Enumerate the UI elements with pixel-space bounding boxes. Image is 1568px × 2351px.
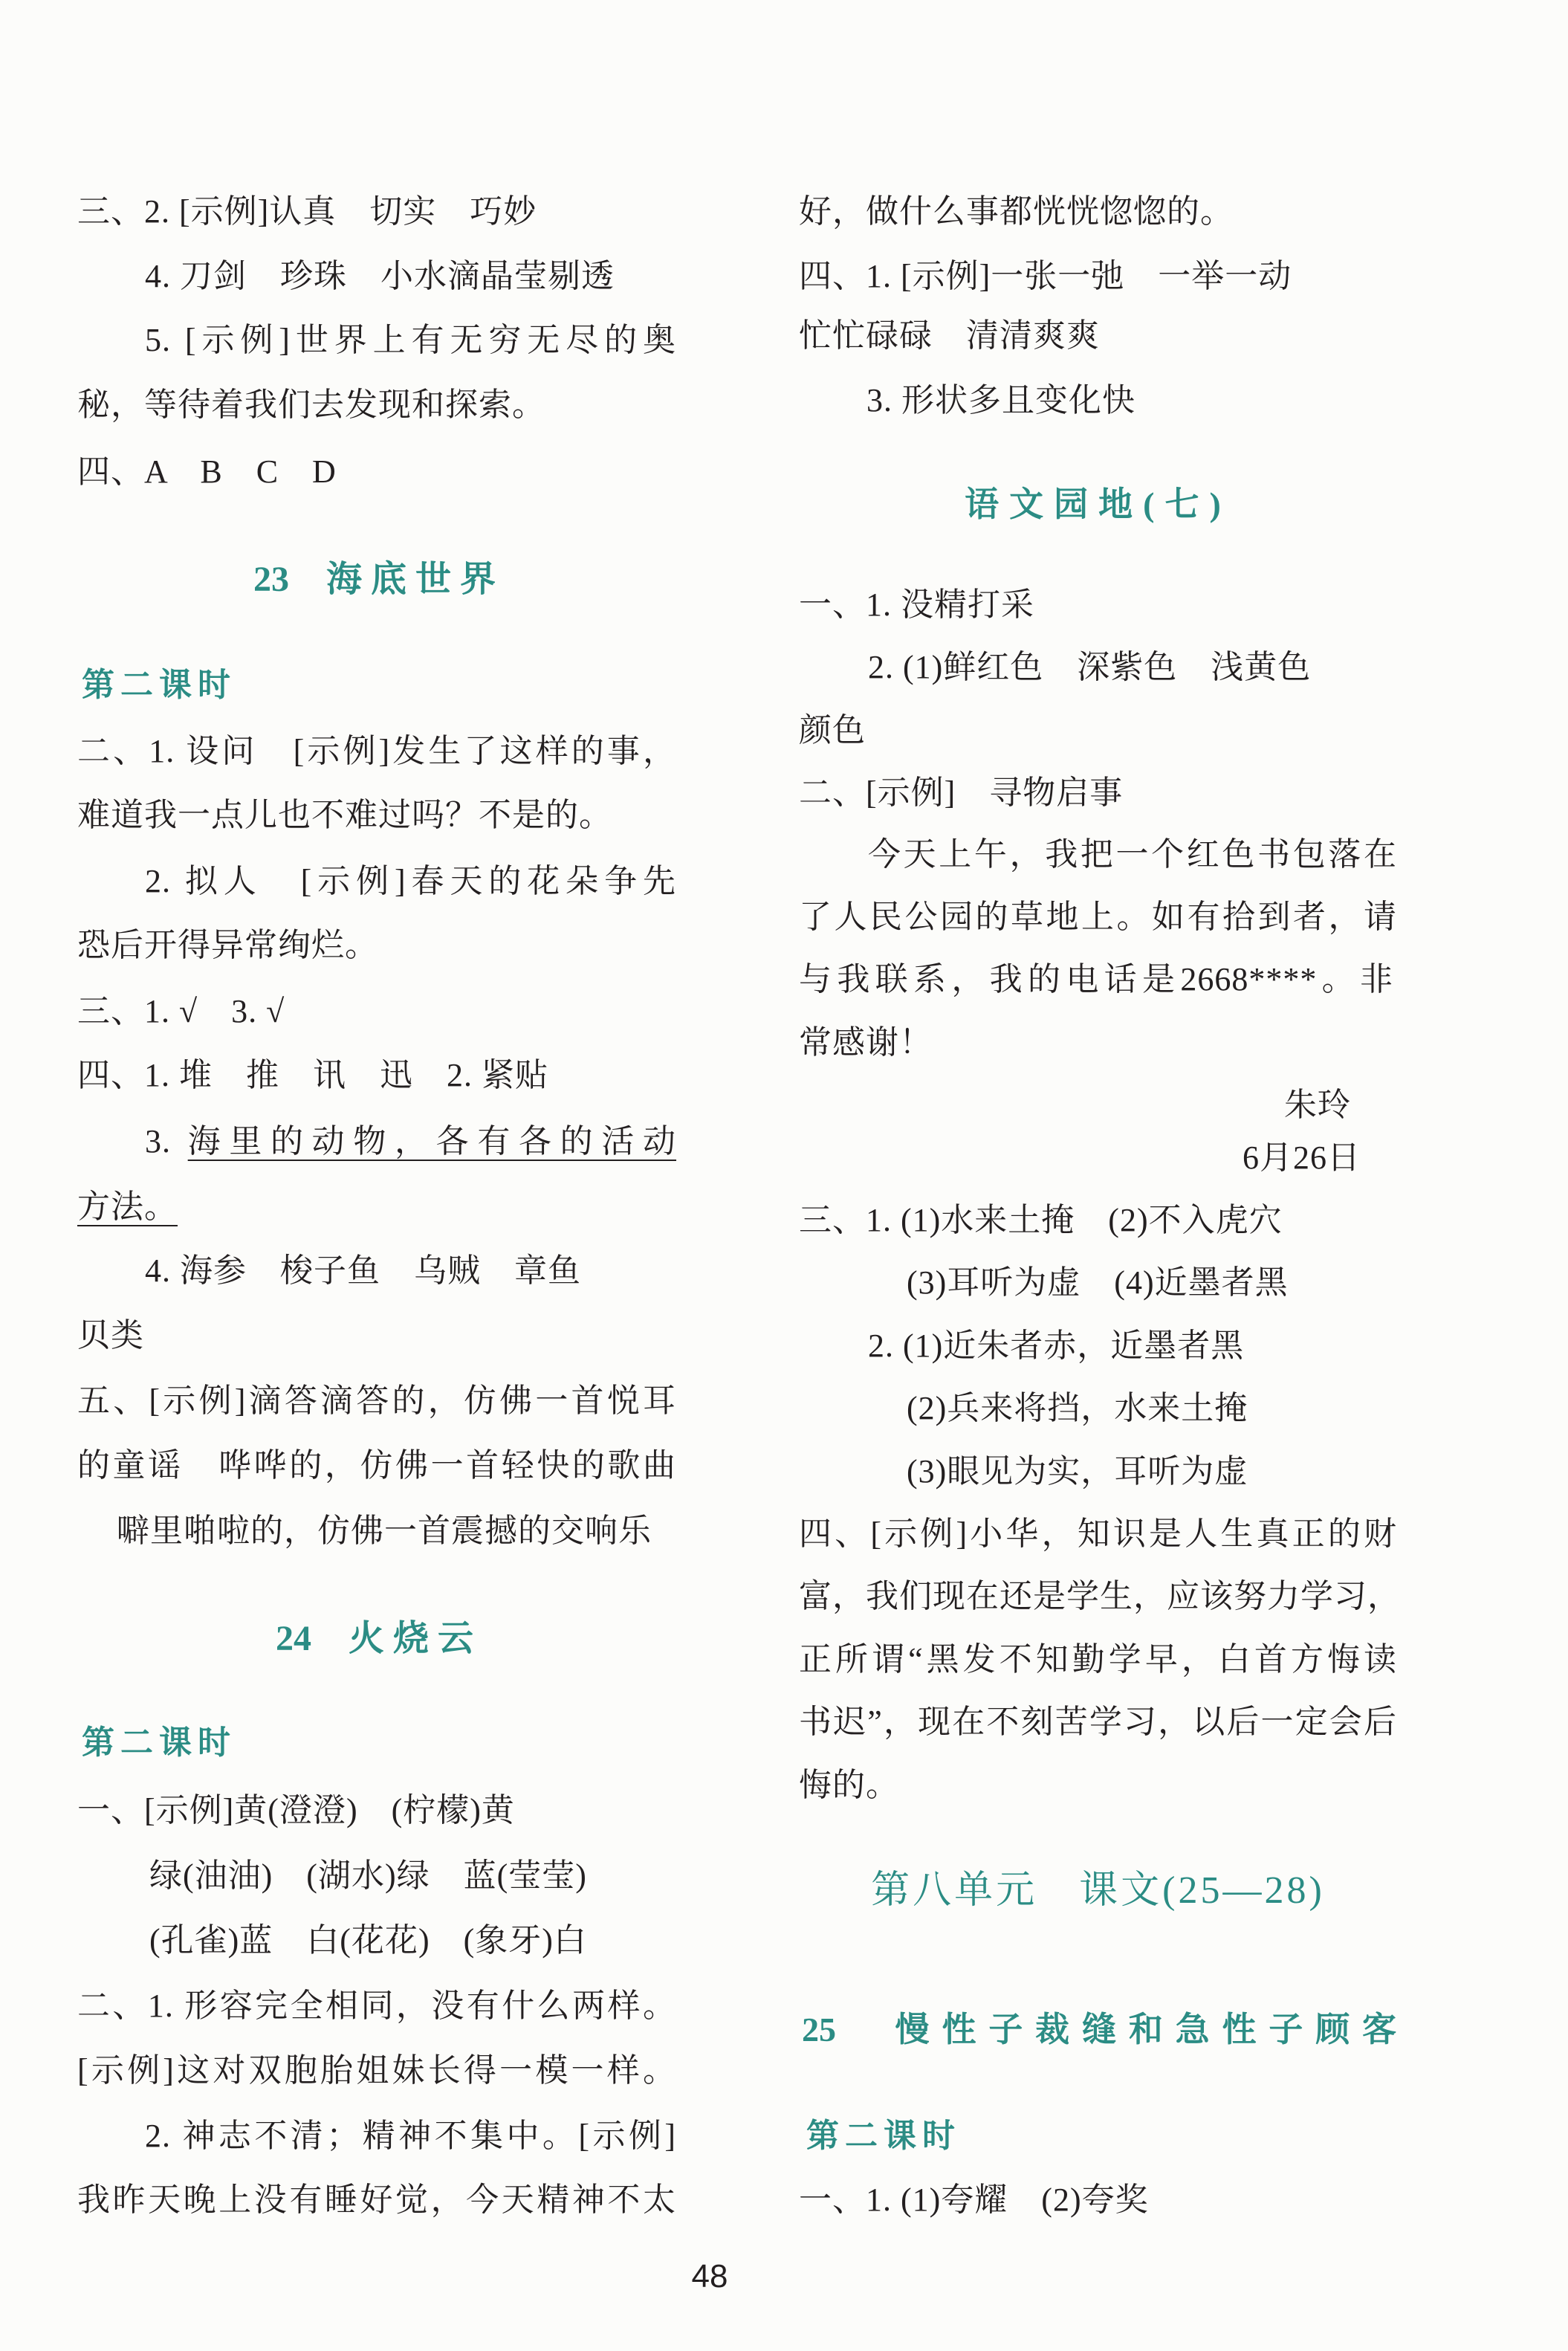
answer-line: 颜色 — [799, 712, 866, 748]
answer-line: 四、A B C D — [77, 453, 337, 490]
answer-line: 五、[示例]滴答滴答的，仿佛一首悦耳 — [77, 1383, 676, 1419]
answer-line: (2)兵来将挡，水来土掩 — [907, 1390, 1248, 1426]
answer-line: 一、1. (1)夸耀 (2)夸奖 — [799, 2182, 1149, 2218]
answer-line: 2. (1)鲜红色 深紫色 浅黄色 — [868, 649, 1312, 685]
answer-line: 忙忙碌碌 清清爽爽 — [799, 317, 1100, 354]
answer-line: 难道我一点儿也不难过吗？不是的。 — [77, 797, 612, 833]
lesson-title: 火烧云 — [348, 1619, 482, 1658]
answer-line: 一、[示例]黄(澄澄) (柠檬)黄 — [77, 1792, 515, 1828]
answer-line: 2. 神志不清；精神不集中。[示例] — [145, 2118, 676, 2154]
answer-line: 2. (1)近朱者赤，近墨者黑 — [868, 1328, 1245, 1364]
answer-line: 书迟”，现在不刻苦学习，以后一定会后 — [799, 1704, 1397, 1740]
answer-line: 今天上午，我把一个红色书包落在 — [868, 836, 1397, 873]
page-number: 48 — [691, 2258, 728, 2295]
lesson-number: 23 — [253, 560, 289, 599]
lesson-title: 海底世界 — [325, 560, 505, 599]
answer-line: 绿(油油) (湖水)绿 蓝(莹莹) — [149, 1857, 587, 1894]
period-label: 第二课时 — [82, 667, 236, 703]
unit-heading: 第八单元 课文(25—28) — [871, 1869, 1325, 1912]
answer-line: 4. 刀剑 珍珠 小水滴晶莹剔透 — [145, 258, 615, 294]
section-heading: 语文园地(七) — [965, 485, 1231, 523]
lesson-23-heading — [77, 556, 681, 604]
lesson-24-heading — [77, 1615, 681, 1663]
answer-prefix: 3. — [145, 1123, 188, 1160]
answer-line: 我昨天晚上没有睡好觉，今天精神不太 — [77, 2182, 676, 2218]
answer-line: 一、1. 没精打采 — [799, 586, 1034, 623]
answer-line: 二、1. 形容完全相同，没有什么两样。 — [77, 1988, 676, 2024]
answer-line: 悔的。 — [799, 1767, 899, 1803]
answer-line: 四、1. [示例]一张一弛 一举一动 — [799, 258, 1292, 294]
answer-line: 4. 海参 梭子鱼 乌贼 章鱼 — [145, 1252, 581, 1289]
answer-line: 的童谣 哗哗的，仿佛一首轻快的歌曲 — [77, 1447, 676, 1484]
notice-signature-name: 朱玲 — [1284, 1087, 1351, 1123]
answer-line: [示例]这对双胞胎姐妹长得一模一样。 — [77, 2052, 676, 2089]
answer-line: 3. 形状多且变化快 — [866, 382, 1135, 418]
answer-line — [145, 1119, 676, 1164]
answer-line: 了人民公园的草地上。如有拾到者，请 — [799, 899, 1397, 935]
answer-line: 贝类 — [77, 1317, 144, 1354]
notice-signature-date: 6月26日 — [1243, 1139, 1361, 1176]
lesson-number: 24 — [275, 1619, 311, 1658]
lesson-number: 25 — [802, 2011, 836, 2048]
answer-line: 二、[示例] 寻物启事 — [799, 774, 1124, 811]
answer-line: 正所谓“黑发不知勤学早，白首方悔读 — [799, 1641, 1397, 1678]
lesson-title: 慢性子裁缝和急性子顾客 — [895, 2011, 1397, 2048]
answer-line: 富，我们现在还是学生，应该努力学习， — [799, 1578, 1401, 1614]
answer-line: 三、2. [示例]认真 切实 巧妙 — [77, 193, 537, 230]
answer-line: 常感谢！ — [799, 1024, 933, 1061]
answer-line: (3)耳听为虚 (4)近墨者黑 — [907, 1264, 1289, 1301]
answer-line: 四、[示例]小华，知识是人生真正的财 — [799, 1516, 1397, 1552]
answer-line: 三、1. √ 3. √ — [77, 993, 285, 1029]
answer-line: 好，做什么事都恍恍惚惚的。 — [799, 193, 1234, 230]
underlined-answer: 海里的动物，各有各的活动 — [187, 1123, 677, 1160]
answer-line: 恐后开得异常绚烂。 — [77, 927, 378, 963]
period-label: 第二课时 — [806, 2118, 961, 2154]
answer-line: 噼里啪啦的，仿佛一首震撼的交响乐 — [117, 1513, 652, 1549]
period-label: 第二课时 — [82, 1724, 236, 1761]
answer-line: 2. 拟人 [示例]春天的花朵争先 — [145, 863, 676, 899]
underlined-answer: 方法。 — [77, 1189, 178, 1225]
answer-line: 5. [示例]世界上有无穷无尽的奥 — [145, 322, 676, 358]
lesson-25-heading — [802, 2006, 1396, 2054]
answer-line: 四、1. 堆 推 讯 迅 2. 紧贴 — [77, 1057, 548, 1093]
answer-line — [77, 1185, 178, 1229]
answer-line: (3)眼见为实，耳听为虚 — [907, 1453, 1248, 1490]
answer-line: 秘，等待着我们去发现和探索。 — [77, 387, 545, 423]
answer-line: (孔雀)蓝 白(花花) (象牙)白 — [149, 1922, 587, 1959]
answer-line: 三、1. (1)水来土掩 (2)不入虎穴 — [799, 1202, 1283, 1238]
answer-line: 二、1. 设问 [示例]发生了这样的事， — [77, 733, 676, 769]
answer-line: 与我联系，我的电话是2668****。非 — [799, 961, 1393, 997]
